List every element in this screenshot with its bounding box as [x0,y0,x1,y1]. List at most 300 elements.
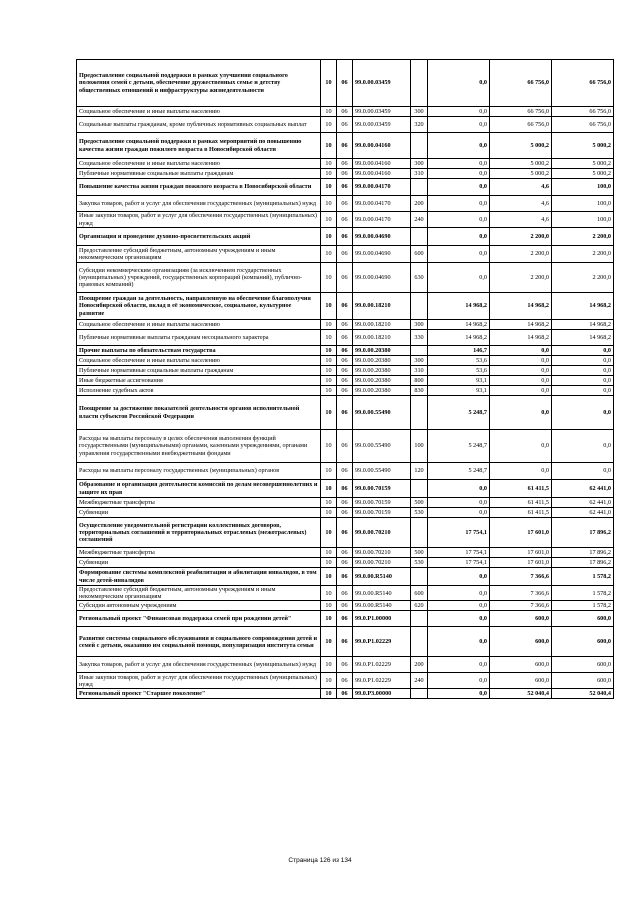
row-name-cell: Межбюджетные трансферты [77,498,321,508]
table-row [77,689,614,699]
subsection-code-cell: 06 [337,320,353,330]
expense-type-cell: 300 [411,356,428,366]
amount-year1-cell: 0,0 [428,117,490,133]
amount-year1-cell: 0,0 [428,586,490,601]
table-row [77,376,614,386]
table-row [77,196,614,212]
amount-year1-cell: 14 968,2 [428,293,490,320]
table-body [77,60,614,699]
table-row [77,396,614,430]
section-code-cell: 10 [321,627,337,657]
expense-type-cell: 600 [411,246,428,263]
amount-year2-cell: 4,6 [490,212,552,228]
section-code-cell: 10 [321,568,337,586]
subsection-code-cell: 06 [337,228,353,246]
expense-type-cell: 240 [411,212,428,228]
target-article-cell: 99.0.00.04690 [353,263,411,293]
subsection-code-cell: 06 [337,611,353,627]
expense-type-cell: 330 [411,330,428,346]
amount-year3-cell: 66 756,0 [552,117,614,133]
target-article-cell: 99.0.00.70159 [353,498,411,508]
amount-year3-cell: 17 896,2 [552,558,614,568]
section-code-cell: 10 [321,498,337,508]
section-code-cell: 10 [321,60,337,107]
section-code-cell: 10 [321,396,337,430]
subsection-code-cell: 06 [337,212,353,228]
amount-year2-cell: 2 200,0 [490,263,552,293]
row-name-cell: Региональный проект "Старшее поколение" [77,689,321,699]
section-code-cell: 10 [321,508,337,518]
target-article-cell: 99.0.00.04170 [353,179,411,196]
amount-year3-cell: 600,0 [552,673,614,689]
row-name-cell: Осуществление уведомительной регистрации коллективных договоров, территориальных соглашений и территориальных отраслевых (межотраслевых) соглашений [77,518,321,548]
row-name-cell: Предоставление социальной поддержки в рамках улучшения социального положения семей с детьми, обеспечение дружественных семье и детству общественных отношений и инфраструктуры жизнедеятельности [77,60,321,107]
row-name-cell: Поощрение граждан за деятельность, направленную на обеспечение благополучия Новосибирской области, вклад в её экономическое, социальное, культурное развитие [77,293,321,320]
target-article-cell: 99.0.00.03459 [353,60,411,107]
amount-year1-cell: 0,0 [428,689,490,699]
row-name-cell: Предоставление субсидий бюджетным, автономным учреждениям и иным некоммерческим организациям [77,586,321,601]
subsection-code-cell: 06 [337,498,353,508]
subsection-code-cell: 06 [337,159,353,169]
table-row [77,356,614,366]
amount-year2-cell: 14 968,2 [490,293,552,320]
amount-year3-cell: 62 441,0 [552,508,614,518]
expense-type-cell: 200 [411,196,428,212]
table-row [77,558,614,568]
table-row [77,657,614,673]
row-name-cell: Образование и организация деятельности комиссий по делам несовершеннолетних и защите их прав [77,480,321,498]
amount-year2-cell: 600,0 [490,673,552,689]
table-row [77,169,614,179]
budget-table-container [76,59,613,699]
row-name-cell: Иные закупки товаров, работ и услуг для обеспечения государственных (муниципальных) нужд [77,673,321,689]
section-code-cell: 10 [321,196,337,212]
subsection-code-cell: 06 [337,117,353,133]
amount-year1-cell: 0,0 [428,498,490,508]
amount-year2-cell: 0,0 [490,376,552,386]
expense-type-cell: 630 [411,263,428,293]
amount-year3-cell: 52 040,4 [552,689,614,699]
amount-year2-cell: 600,0 [490,611,552,627]
amount-year3-cell: 600,0 [552,627,614,657]
amount-year2-cell: 61 411,5 [490,498,552,508]
row-name-cell: Закупка товаров, работ и услуг для обеспечения государственных (муниципальных) нужд [77,196,321,212]
amount-year2-cell: 14 968,2 [490,330,552,346]
target-article-cell: 99.0.00.04160 [353,159,411,169]
amount-year3-cell: 66 756,0 [552,107,614,117]
table-row [77,212,614,228]
target-article-cell: 99.0.00.18210 [353,293,411,320]
subsection-code-cell: 06 [337,463,353,480]
amount-year1-cell: 0,0 [428,263,490,293]
section-code-cell: 10 [321,601,337,611]
amount-year1-cell: 5 248,7 [428,396,490,430]
subsection-code-cell: 06 [337,558,353,568]
subsection-code-cell: 06 [337,396,353,430]
amount-year1-cell: 0,0 [428,601,490,611]
table-row [77,293,614,320]
target-article-cell: 99.0.00.18210 [353,320,411,330]
section-code-cell: 10 [321,673,337,689]
amount-year1-cell: 0,0 [428,568,490,586]
expense-type-cell [411,611,428,627]
amount-year1-cell: 0,0 [428,169,490,179]
target-article-cell: 99.0.00.55490 [353,463,411,480]
row-name-cell: Иные бюджетные ассигнования [77,376,321,386]
row-name-cell: Социальное обеспечение и иные выплаты населению [77,356,321,366]
expense-type-cell [411,179,428,196]
amount-year2-cell: 600,0 [490,627,552,657]
expense-type-cell: 100 [411,430,428,463]
amount-year2-cell: 5 000,2 [490,159,552,169]
row-name-cell: Субсидии автономным учреждениям [77,601,321,611]
section-code-cell: 10 [321,356,337,366]
amount-year3-cell: 62 441,0 [552,480,614,498]
amount-year2-cell: 0,0 [490,346,552,356]
subsection-code-cell: 06 [337,246,353,263]
amount-year3-cell: 1 578,2 [552,586,614,601]
row-name-cell: Региональный проект "Финансовая поддержка семей при рождении детей" [77,611,321,627]
amount-year3-cell: 100,0 [552,196,614,212]
row-name-cell: Субвенции [77,558,321,568]
expense-type-cell: 310 [411,366,428,376]
amount-year1-cell: 0,0 [428,196,490,212]
table-row [77,346,614,356]
target-article-cell: 99.0.00.04160 [353,133,411,159]
section-code-cell: 10 [321,657,337,673]
expense-type-cell: 310 [411,169,428,179]
amount-year3-cell: 5 000,2 [552,159,614,169]
section-code-cell: 10 [321,159,337,169]
table-row [77,498,614,508]
row-name-cell: Расходы на выплаты персоналу в целях обеспечения выполнения функций государственными (муниципальными) органами, казенными учреждениями, органами управления государственными внебюджетными фондами [77,430,321,463]
table-row [77,586,614,601]
amount-year2-cell: 5 000,2 [490,133,552,159]
amount-year2-cell: 17 601,0 [490,518,552,548]
expense-type-cell [411,689,428,699]
expense-type-cell: 320 [411,117,428,133]
row-name-cell: Субсидии некоммерческим организациям (за исключением государственных (муниципальных) учреждений, государственных корпораций (компаний), публично-правовых компаний) [77,263,321,293]
expense-type-cell: 620 [411,601,428,611]
subsection-code-cell: 06 [337,518,353,548]
amount-year2-cell: 2 200,0 [490,246,552,263]
row-name-cell: Формирование системы комплексной реабилитации и абилитации инвалидов, в том числе детей-инвалидов [77,568,321,586]
section-code-cell: 10 [321,346,337,356]
section-code-cell: 10 [321,246,337,263]
amount-year2-cell: 17 601,0 [490,558,552,568]
amount-year2-cell: 4,6 [490,196,552,212]
amount-year2-cell: 4,6 [490,179,552,196]
amount-year3-cell: 2 200,0 [552,228,614,246]
amount-year3-cell: 14 968,2 [552,330,614,346]
row-name-cell: Межбюджетные трансферты [77,548,321,558]
target-article-cell: 99.0.00.R5140 [353,586,411,601]
row-name-cell: Социальное обеспечение и иные выплаты населению [77,107,321,117]
amount-year2-cell: 0,0 [490,396,552,430]
expense-type-cell: 240 [411,673,428,689]
target-article-cell: 99.0.P1.02229 [353,627,411,657]
amount-year3-cell: 14 968,2 [552,320,614,330]
target-article-cell: 99.0.00.20380 [353,356,411,366]
expense-type-cell [411,346,428,356]
expense-type-cell: 830 [411,386,428,396]
row-name-cell: Социальное обеспечение и иные выплаты населению [77,159,321,169]
target-article-cell: 99.0.00.70210 [353,558,411,568]
subsection-code-cell: 06 [337,366,353,376]
amount-year1-cell: 0,0 [428,179,490,196]
table-row [77,548,614,558]
amount-year3-cell: 0,0 [552,346,614,356]
amount-year2-cell: 0,0 [490,386,552,396]
table-row [77,463,614,480]
amount-year2-cell: 2 200,0 [490,228,552,246]
subsection-code-cell: 06 [337,376,353,386]
amount-year3-cell: 2 200,0 [552,263,614,293]
row-name-cell: Публичные нормативные социальные выплаты гражданам [77,169,321,179]
target-article-cell: 99.0.00.70159 [353,480,411,498]
amount-year1-cell: 17 754,1 [428,558,490,568]
subsection-code-cell: 06 [337,673,353,689]
amount-year1-cell: 17 754,1 [428,518,490,548]
section-code-cell: 10 [321,518,337,548]
row-name-cell: Публичные нормативные выплаты гражданам несоциального характера [77,330,321,346]
table-row [77,60,614,107]
target-article-cell: 99.0.00.70159 [353,508,411,518]
amount-year1-cell: 0,0 [428,657,490,673]
amount-year3-cell: 0,0 [552,463,614,480]
subsection-code-cell: 06 [337,627,353,657]
amount-year1-cell: 0,0 [428,246,490,263]
subsection-code-cell: 06 [337,60,353,107]
table-row [77,508,614,518]
amount-year3-cell: 100,0 [552,212,614,228]
amount-year3-cell: 17 896,2 [552,518,614,548]
target-article-cell: 99.0.00.03459 [353,107,411,117]
amount-year1-cell: 53,6 [428,356,490,366]
target-article-cell: 99.0.00.20380 [353,366,411,376]
amount-year3-cell: 66 756,0 [552,60,614,107]
section-code-cell: 10 [321,386,337,396]
row-name-cell: Прочие выплаты по обязательствам государства [77,346,321,356]
table-row [77,430,614,463]
target-article-cell: 99.0.00.20380 [353,386,411,396]
subsection-code-cell: 06 [337,568,353,586]
subsection-code-cell: 06 [337,689,353,699]
table-row [77,133,614,159]
row-name-cell: Социальное обеспечение и иные выплаты населению [77,320,321,330]
amount-year1-cell: 53,6 [428,366,490,376]
table-row [77,246,614,263]
row-name-cell: Поощрение за достижение показателей деятельности органов исполнительной власти субъектов Российской Федерации [77,396,321,430]
target-article-cell: 99.0.00.04690 [353,228,411,246]
section-code-cell: 10 [321,586,337,601]
row-name-cell: Закупка товаров, работ и услуг для обеспечения государственных (муниципальных) нужд [77,657,321,673]
amount-year1-cell: 0,0 [428,480,490,498]
subsection-code-cell: 06 [337,196,353,212]
amount-year2-cell: 7 366,6 [490,586,552,601]
section-code-cell: 10 [321,330,337,346]
page-number: Страница 126 из 134 [288,857,352,864]
subsection-code-cell: 06 [337,386,353,396]
amount-year1-cell: 0,0 [428,673,490,689]
amount-year1-cell: 0,0 [428,107,490,117]
budget-table [76,59,614,699]
subsection-code-cell: 06 [337,133,353,159]
expense-type-cell [411,518,428,548]
subsection-code-cell: 06 [337,346,353,356]
amount-year2-cell: 14 968,2 [490,320,552,330]
amount-year2-cell: 7 366,6 [490,601,552,611]
amount-year3-cell: 1 578,2 [552,568,614,586]
amount-year1-cell: 5 248,7 [428,463,490,480]
subsection-code-cell: 06 [337,430,353,463]
expense-type-cell [411,60,428,107]
subsection-code-cell: 06 [337,480,353,498]
target-article-cell: 99.0.00.04170 [353,212,411,228]
amount-year3-cell: 0,0 [552,386,614,396]
amount-year1-cell: 0,0 [428,611,490,627]
table-row [77,611,614,627]
expense-type-cell: 300 [411,159,428,169]
amount-year3-cell: 600,0 [552,657,614,673]
target-article-cell: 99.0.00.18210 [353,330,411,346]
section-code-cell: 10 [321,133,337,159]
amount-year2-cell: 52 040,4 [490,689,552,699]
row-name-cell: Публичные нормативные социальные выплаты гражданам [77,366,321,376]
amount-year1-cell: 17 754,1 [428,548,490,558]
table-row [77,480,614,498]
table-row [77,568,614,586]
table-row [77,320,614,330]
section-code-cell: 10 [321,117,337,133]
section-code-cell: 10 [321,689,337,699]
section-code-cell: 10 [321,463,337,480]
section-code-cell: 10 [321,366,337,376]
target-article-cell: 99.0.00.04160 [353,169,411,179]
amount-year1-cell: 0,0 [428,133,490,159]
row-name-cell: Исполнение судебных актов [77,386,321,396]
subsection-code-cell: 06 [337,263,353,293]
amount-year2-cell: 600,0 [490,657,552,673]
amount-year2-cell: 61 411,5 [490,480,552,498]
target-article-cell: 99.0.00.20380 [353,376,411,386]
expense-type-cell: 800 [411,376,428,386]
section-code-cell: 10 [321,293,337,320]
section-code-cell: 10 [321,179,337,196]
amount-year1-cell: 93,1 [428,386,490,396]
target-article-cell: 99.0.P1.02229 [353,657,411,673]
section-code-cell: 10 [321,228,337,246]
section-code-cell: 10 [321,430,337,463]
amount-year2-cell: 0,0 [490,356,552,366]
subsection-code-cell: 06 [337,107,353,117]
amount-year1-cell: 0,0 [428,228,490,246]
expense-type-cell [411,627,428,657]
expense-type-cell [411,293,428,320]
target-article-cell: 99.0.00.55490 [353,430,411,463]
table-row [77,228,614,246]
amount-year3-cell: 5 000,2 [552,133,614,159]
expense-type-cell: 500 [411,498,428,508]
amount-year2-cell: 7 366,6 [490,568,552,586]
expense-type-cell: 530 [411,558,428,568]
row-name-cell: Социальные выплаты гражданам, кроме публичных нормативных социальных выплат [77,117,321,133]
row-name-cell: Развитие системы социального обслуживания и социального сопровождения детей и семей с детьми, оказанию им социальной помощи, популяризация института семьи [77,627,321,657]
target-article-cell: 99.0.P1.02229 [353,673,411,689]
amount-year2-cell: 0,0 [490,430,552,463]
subsection-code-cell: 06 [337,169,353,179]
target-article-cell: 99.0.00.55490 [353,396,411,430]
target-article-cell: 99.0.00.70210 [353,518,411,548]
amount-year2-cell: 0,0 [490,366,552,376]
target-article-cell: 99.0.P1.00000 [353,611,411,627]
section-code-cell: 10 [321,263,337,293]
target-article-cell: 99.0.00.20380 [353,346,411,356]
expense-type-cell: 600 [411,586,428,601]
subsection-code-cell: 06 [337,548,353,558]
target-article-cell: 99.0.P3.00000 [353,689,411,699]
section-code-cell: 10 [321,480,337,498]
table-row [77,601,614,611]
target-article-cell: 99.0.00.R5140 [353,601,411,611]
amount-year3-cell: 100,0 [552,179,614,196]
section-code-cell: 10 [321,548,337,558]
amount-year3-cell: 0,0 [552,356,614,366]
target-article-cell: 99.0.00.70210 [353,548,411,558]
amount-year3-cell: 17 896,2 [552,548,614,558]
amount-year2-cell: 61 411,5 [490,508,552,518]
expense-type-cell: 530 [411,508,428,518]
table-row [77,159,614,169]
table-row [77,518,614,548]
expense-type-cell: 120 [411,463,428,480]
amount-year3-cell: 0,0 [552,366,614,376]
expense-type-cell [411,396,428,430]
section-code-cell: 10 [321,320,337,330]
row-name-cell: Предоставление субсидий бюджетным, автономным учреждениям и иным некоммерческим организациям [77,246,321,263]
amount-year3-cell: 0,0 [552,376,614,386]
table-row [77,117,614,133]
expense-type-cell: 200 [411,657,428,673]
section-code-cell: 10 [321,558,337,568]
table-row [77,330,614,346]
table-row [77,263,614,293]
row-name-cell: Организация и проведение духовно-просветительских акций [77,228,321,246]
row-name-cell: Повышение качества жизни граждан пожилого возраста в Новосибирской области [77,179,321,196]
amount-year2-cell: 17 601,0 [490,548,552,558]
amount-year3-cell: 14 968,2 [552,293,614,320]
amount-year3-cell: 0,0 [552,430,614,463]
amount-year2-cell: 5 000,2 [490,169,552,179]
amount-year2-cell: 66 756,0 [490,117,552,133]
subsection-code-cell: 06 [337,601,353,611]
amount-year3-cell: 1 578,2 [552,601,614,611]
expense-type-cell: 300 [411,107,428,117]
table-row [77,673,614,689]
expense-type-cell: 500 [411,548,428,558]
section-code-cell: 10 [321,107,337,117]
amount-year1-cell: 0,0 [428,60,490,107]
table-row [77,366,614,376]
target-article-cell: 99.0.00.04690 [353,246,411,263]
amount-year3-cell: 600,0 [552,611,614,627]
expense-type-cell [411,228,428,246]
amount-year1-cell: 0,0 [428,212,490,228]
amount-year1-cell: 0,0 [428,159,490,169]
amount-year1-cell: 93,1 [428,376,490,386]
subsection-code-cell: 06 [337,508,353,518]
amount-year3-cell: 62 441,0 [552,498,614,508]
